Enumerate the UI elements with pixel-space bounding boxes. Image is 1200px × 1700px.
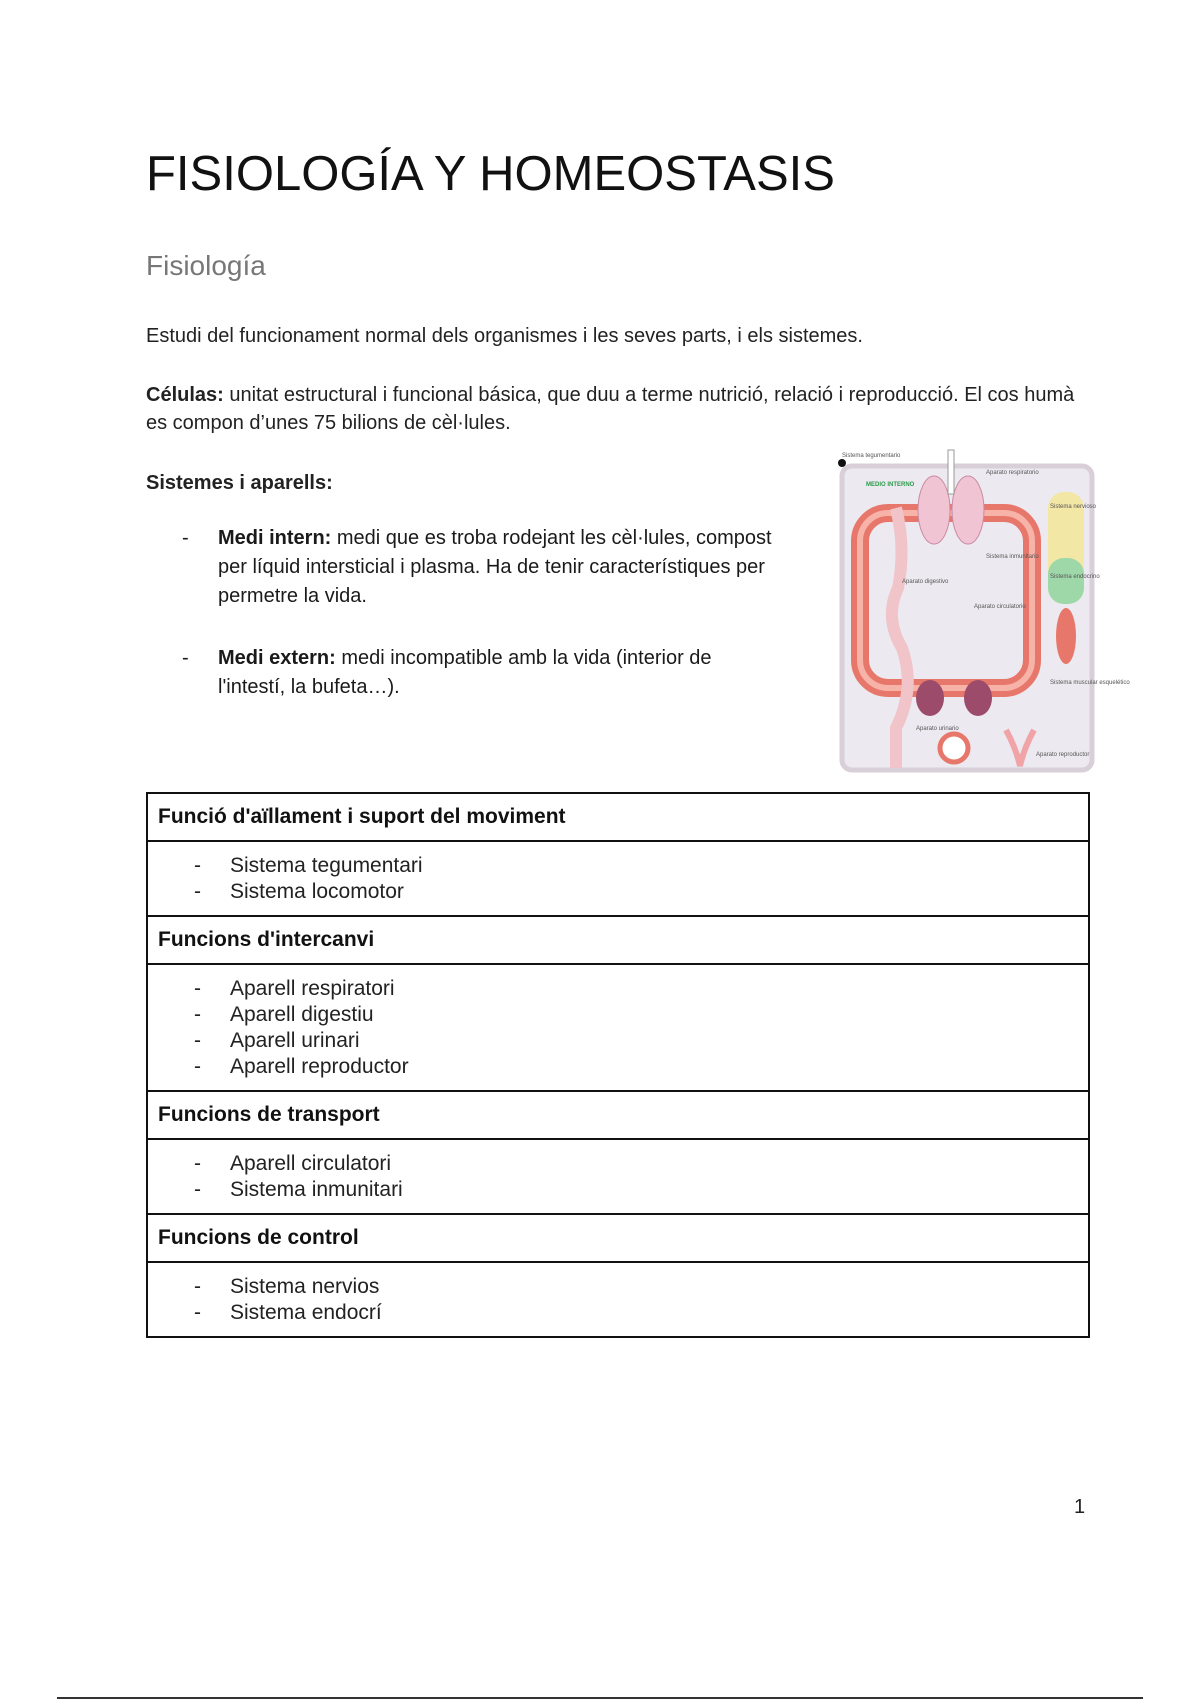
table-section-header: Funcions d'intercanvi [148,917,1088,965]
page-number: 1 [1074,1496,1086,1518]
table-section-body [148,1263,1088,1336]
bullet-body: medi incompatible amb la vida (interior de l'intestí, la bufeta…). [218,647,712,698]
section-subtitle: Fisiología [146,250,266,281]
bullet-dash: - [182,647,189,669]
list-item: - Aparell respiratori [194,977,395,1000]
intro-paragraph: Estudi del funcionament normal dels organismes i les seves parts, i els sistemes. [146,325,863,347]
list-item: - Aparell digestiu [194,1003,374,1026]
list-item: - Sistema inmunitari [194,1178,403,1201]
label-muscular: Sistema muscular esquelético [1050,680,1130,686]
list-item: - Aparell circulatori [194,1152,392,1175]
table-section-body [148,1140,1088,1215]
bullet-medi-intern [146,524,786,614]
label-respiratorio: Aparato respiratorio [986,470,1039,476]
label-reproductor: Aparato reproductor [1036,752,1090,758]
table-section-header: Funcions de control [148,1215,1088,1263]
bullet-medi-extern [146,644,786,704]
body-systems-diagram [836,448,1130,780]
lung-left [918,476,950,544]
list-item: - Aparell reproductor [194,1055,409,1078]
bullet-body: medi que es troba rodejant les cèl·lules, compost per líquid intersticial i plasma. Ha de tenir característiques per permetre la vida. [218,527,772,607]
page-title: FISIOLOGÍA Y HOMEOSTASIS [146,147,835,201]
footer-divider [57,1697,1143,1699]
list-item: - Sistema nervios [194,1275,380,1298]
marker-dot [838,459,846,467]
endocrine-box [1048,558,1084,604]
table-section-header: Funcions de transport [148,1092,1088,1140]
bullet-dash: - [182,527,189,549]
kidney-right [964,680,992,716]
lung-right [952,476,984,544]
cells-label: Células: [146,384,224,406]
bullet-label: Medi intern: [218,527,332,549]
list-item: - Sistema tegumentari [194,854,423,877]
functions-table [146,792,1090,1338]
list-item: - Sistema locomotor [194,880,404,903]
muscle [1056,608,1076,664]
label-circulatorio: Aparato circulatorio [974,604,1026,610]
list-item: - Aparell urinari [194,1029,360,1052]
label-endocrino: Sistema endocrino [1050,574,1100,580]
label-tegumentario: Sistema tegumentario [842,453,901,459]
bullet-label: Medi extern: [218,647,336,669]
label-inmunitario: Sistema inmunitario [986,554,1039,560]
cells-text: unitat estructural i funcional básica, que duu a terme nutrició, relació i reproducció. El cos humà es compon d’unes 75 bilions de cèl·lules. [146,384,1075,434]
table-section-body [148,842,1088,917]
table-section-header: Funció d'aïllament i suport del moviment [148,794,1088,842]
trachea [948,450,954,494]
table-section-body [148,965,1088,1092]
label-digestivo: Aparato digestivo [902,579,949,585]
kidney-left [916,680,944,716]
label-nervioso: Sistema nervioso [1050,504,1097,510]
label-urinario: Aparato urinario [916,726,959,732]
label-medio-interno: MEDIO INTERNO [866,482,915,488]
cells-paragraph [146,381,1076,437]
bullet-text [218,524,778,611]
bladder [940,734,968,762]
list-item: - Sistema endocrí [194,1301,382,1324]
bullet-text [218,644,778,702]
systems-heading: Sistemes i aparells: [146,472,333,494]
